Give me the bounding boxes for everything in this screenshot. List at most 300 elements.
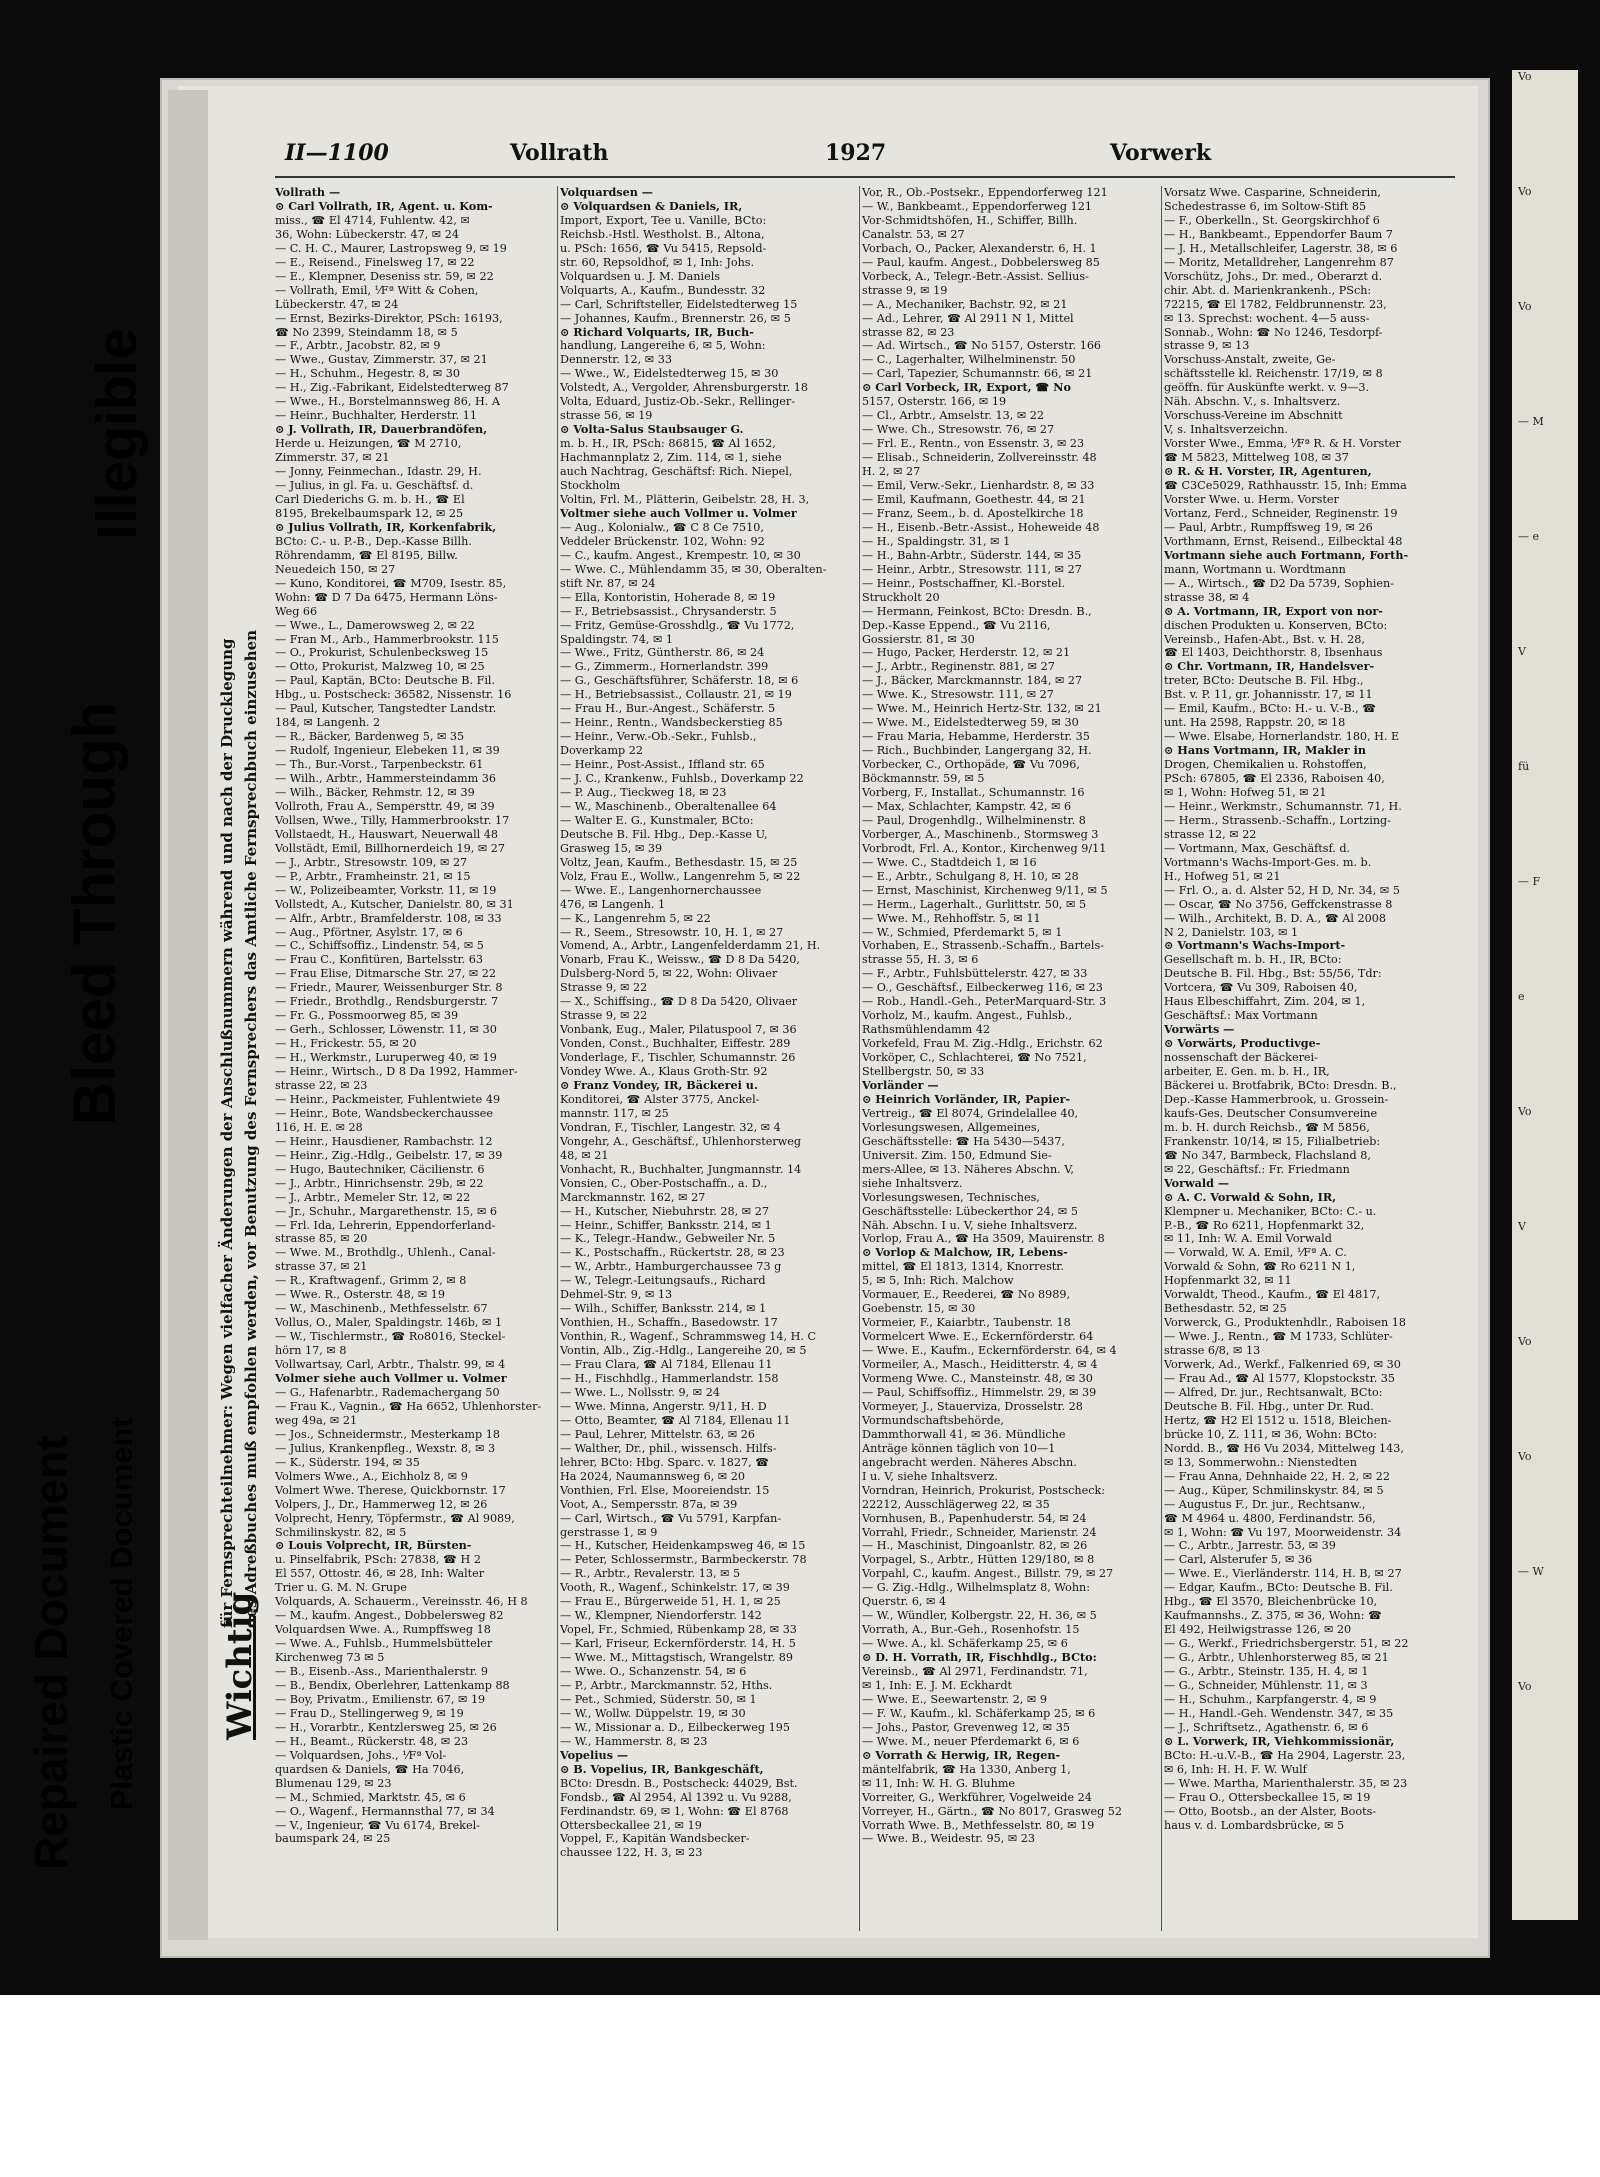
directory-entry-line: baumspark 24, ✉ 25: [275, 1832, 391, 1846]
directory-entry-line: Ottersbeckallee 21, ✉ 19: [560, 1818, 702, 1832]
directory-entry-line: — Otto, Prokurist, Malzweg 10, ✉ 25: [275, 660, 485, 674]
directory-entry-line: ✉ 11, Inh: W. A. Emil Vorwald: [1164, 1232, 1332, 1246]
directory-entry-line: — Wwe., W., Eidelstedterweg 15, ✉ 30: [560, 367, 779, 381]
directory-entry-line: Geschäftsf.: Max Vortmann: [1164, 1009, 1318, 1023]
directory-entry-line: strasse 6/8, ✉ 13: [1164, 1344, 1261, 1358]
directory-entry-line: — H., Schuhm., Hegestr. 8, ✉ 30: [275, 367, 461, 381]
directory-entry-line: — Wwe. M., Rehhoffstr. 5, ✉ 11: [862, 911, 1041, 925]
directory-entry-line: Vormeier, F., Kaiarbtr., Taubenstr. 18: [862, 1316, 1071, 1330]
directory-entry-line: — Alfr., Arbtr., Bramfelderstr. 108, ✉ 33: [275, 911, 502, 925]
directory-column-3: [862, 186, 1158, 1931]
directory-entry-line: — Pet., Schmied, Süderstr. 50, ✉ 1: [560, 1692, 757, 1706]
directory-entry-line: — G., Geschäftsführer, Schäferstr. 18, ✉ 6: [560, 674, 799, 688]
directory-entry-line: Schmilinskystr. 82, ✉ 5: [275, 1525, 407, 1539]
directory-entry-line: — H., Maschinist, Dingoanlstr. 82, ✉ 26: [862, 1539, 1088, 1553]
directory-entry-line: — Vollrath, Emil, ⅟Fª Witt & Cohen,: [275, 283, 479, 297]
adjacent-page-fragment: V: [1518, 645, 1526, 658]
directory-entry-line: ⊙ Vorlop & Malchow, IR, Lebens-: [862, 1246, 1068, 1260]
directory-entry-line: — Julius, in gl. Fa. u. Geschäftsf. d.: [275, 479, 474, 493]
directory-entry-line: — Rob., Handl.-Geh., PeterMarquard-Str. 3: [862, 995, 1107, 1009]
directory-entry-line: Konditorei, ☎ Alster 3775, Anckel-: [560, 1092, 760, 1106]
directory-entry-line: 184, ✉ Langenh. 2: [275, 716, 381, 730]
directory-entry-line: — Wwe. E., Kaufm., Eckernförderstr. 64, ✉ 4: [862, 1344, 1117, 1358]
adjacent-page-fragment: fü: [1518, 760, 1530, 773]
directory-entry-line: ✉ 11, Inh: W. H. G. Bluhme: [862, 1776, 1016, 1790]
directory-entry-line: Dep.-Kasse Eppend., ☎ Vu 2116,: [862, 618, 1051, 632]
directory-entry-line: — Wwe. Ch., Stresowstr. 76, ✉ 27: [862, 423, 1055, 437]
binding-edge: [168, 90, 208, 1940]
directory-entry-line: — Walter E. G., Kunstmaler, BCto:: [560, 813, 754, 827]
column-divider: [1161, 186, 1162, 1931]
directory-entry-line: Stellbergstr. 50, ✉ 33: [862, 1065, 985, 1079]
directory-entry-line: — H., Zig.-Fabrikant, Eidelstedterweg 87: [275, 381, 509, 395]
directory-entry-line: — P., Arbtr., Framheinstr. 21, ✉ 15: [275, 869, 471, 883]
directory-entry-line: — H., Eisenb.-Betr.-Assist., Hoheweide 48: [862, 520, 1100, 534]
directory-entry-line: — Paul, Kaptän, BCto: Deutsche B. Fil.: [275, 674, 496, 688]
directory-entry-line: — Frau Ad., ☎ Al 1577, Klopstockstr. 35: [1164, 1372, 1396, 1386]
directory-entry-line: m. b. H., IR, PSch: 86815, ☎ Al 1652,: [560, 437, 776, 451]
directory-entry-line: — Wwe. M., Eidelstedterweg 59, ✉ 30: [862, 716, 1079, 730]
directory-entry-line: lehrer, BCto: Hbg. Sparc. v. 1827, ☎: [560, 1455, 770, 1469]
directory-entry-line: Vonthien, H., Schaffn., Basedowstr. 17: [560, 1316, 778, 1330]
directory-entry-line: — W., Maschinenb., Methfesselstr. 67: [275, 1302, 488, 1316]
directory-entry-line: — B., Eisenb.-Ass., Marienthalerstr. 9: [275, 1665, 489, 1679]
directory-entry-line: siehe Inhaltsverz.: [862, 1176, 963, 1190]
directory-entry-line: — Wwe. M., Mittagstisch, Wrangelstr. 89: [560, 1651, 793, 1665]
directory-entry-line: N 2, Danielstr. 103, ✉ 1: [1164, 925, 1299, 939]
directory-entry-line: — Rudolf, Ingenieur, Elebeken 11, ✉ 39: [275, 744, 500, 758]
directory-entry-line: Carl Diederichs G. m. b. H., ☎ El: [275, 492, 465, 506]
directory-entry-line: — Fritz, Gemüse-Grosshdlg., ☎ Vu 1772,: [560, 618, 795, 632]
directory-entry-line: schäftsstelle kl. Reichenstr. 17/19, ✉ 8: [1164, 367, 1383, 381]
directory-entry-line: Goebenstr. 15, ✉ 30: [862, 1302, 976, 1316]
directory-entry-line: — G., Arbtr., Uhlenhorsterweg 85, ✉ 21: [1164, 1651, 1389, 1665]
directory-entry-line: — Wilh., Architekt, B. D. A., ☎ Al 2008: [1164, 911, 1386, 925]
directory-entry-line: — G., Hafenarbtr., Rademachergang 50: [275, 1385, 500, 1399]
directory-entry-line: mittel, ☎ El 1813, 1314, Knorrestr.: [862, 1260, 1064, 1274]
directory-entry-line: — C., Lagerhalter, Wilhelminenstr. 50: [862, 353, 1076, 367]
directory-entry-line: — Emil, Verw.-Sekr., Lienhardstr. 8, ✉ 33: [862, 479, 1095, 493]
directory-entry-line: 116, H. E. ✉ 28: [275, 1120, 363, 1134]
directory-entry-line: — Frl. E., Rentn., von Essenstr. 3, ✉ 23: [862, 437, 1085, 451]
directory-entry-line: Vorschuss-Vereine im Abschnitt: [1164, 409, 1343, 423]
directory-entry-line: Vormelcert Wwe. E., Eckernförderstr. 64: [862, 1330, 1094, 1344]
directory-entry-line: — H., Schuhm., Karpfangerstr. 4, ✉ 9: [1164, 1692, 1377, 1706]
directory-entry-line: nossenschaft der Bäckerei-: [1164, 1051, 1318, 1065]
directory-entry-line: — Frau Clara, ☎ Al 7184, Ellenau 11: [560, 1358, 773, 1372]
directory-entry-line: Schedestrasse 6, im Soltow-Stift 85: [1164, 199, 1367, 213]
directory-entry-line: Sonnab., Wohn: ☎ No 1246, Tesdorpf-: [1164, 325, 1383, 339]
directory-entry-line: — K., Telegr.-Handw., Gebweiler Nr. 5: [560, 1232, 776, 1246]
directory-entry-line: — M., kaufm. Angest., Dobbelersweg 82: [275, 1609, 504, 1623]
directory-entry-line: ⊙ J. Vollrath, IR, Dauerbrandöfen,: [275, 423, 488, 437]
directory-entry-line: — J., Arbtr., Memeler Str. 12, ✉ 22: [275, 1190, 471, 1204]
directory-entry-line: — G., Arbtr., Steinstr. 135, H. 4, ✉ 1: [1164, 1665, 1369, 1679]
directory-entry-line: H., Hofweg 51, ✉ 21: [1164, 869, 1281, 883]
directory-entry-line: Vonbank, Eug., Maler, Pilatuspool 7, ✉ 36: [560, 1023, 797, 1037]
directory-entry-line: Anträge können täglich von 10—1: [862, 1441, 1056, 1455]
directory-entry-line: Vortmann siehe auch Fortmann, Forth-: [1164, 548, 1409, 562]
directory-entry-line: — G. Zig.-Hdlg., Wilhelmsplatz 8, Wohn:: [862, 1581, 1091, 1595]
directory-entry-line: El 557, Ottostr. 46, ✉ 28, Inh: Walter: [275, 1567, 485, 1581]
directory-entry-line: Vornhusen, B., Papenhuderstr. 54, ✉ 24: [862, 1511, 1087, 1525]
directory-entry-line: Vomend, A., Arbtr., Langenfelderdamm 21, H.: [560, 939, 821, 953]
directory-entry-line: Volquardsen —: [560, 186, 653, 199]
directory-entry-line: strasse 22, ✉ 23: [275, 1079, 368, 1092]
column-divider: [557, 186, 558, 1931]
directory-entry-line: Vorhaben, E., Strassenb.-Schaffn., Bartels-: [862, 939, 1105, 953]
directory-entry-line: Universit. Zim. 150, Edmund Sie-: [862, 1148, 1052, 1162]
directory-entry-line: Vonthien, Frl. Else, Mooreiendstr. 15: [560, 1483, 770, 1497]
directory-entry-line: Hertz, ☎ H2 El 1512 u. 1518, Bleichen-: [1164, 1413, 1392, 1427]
directory-entry-line: strasse 38, ✉ 4: [1164, 590, 1250, 604]
directory-entry-line: ⊙ Heinrich Vorländer, IR, Papier-: [862, 1092, 1071, 1106]
directory-entry-line: — O., Wagenf., Hermannsthal 77, ✉ 34: [275, 1804, 495, 1818]
directory-entry-line: — Paul, Schiffsoffiz., Himmelstr. 29, ✉ 39: [862, 1385, 1097, 1399]
directory-entry-line: I u. V, siehe Inhaltsverz.: [862, 1469, 998, 1483]
directory-entry-line: Wohn: ☎ D 7 Da 6475, Hermann Löns-: [275, 590, 498, 604]
directory-entry-line: 8195, Brekelbaumspark 12, ✉ 25: [275, 506, 464, 520]
directory-entry-line: chir. Abt. d. Marienkrankenh., PSch:: [1164, 283, 1372, 297]
directory-entry-line: Weg 66: [275, 604, 318, 618]
directory-entry-line: — Heinr., Zig.-Hdlg., Geibelstr. 17, ✉ 39: [275, 1148, 503, 1162]
directory-entry-line: Vorberger, A., Maschinenb., Stormsweg 3: [862, 827, 1099, 841]
directory-entry-line: — H., Handl.-Geh. Wendenstr. 347, ✉ 35: [1164, 1706, 1394, 1720]
directory-entry-line: Gesellschaft m. b. H., IR, BCto:: [1164, 953, 1342, 967]
directory-entry-line: Volquardsen Wwe. A., Rumpffsweg 18: [275, 1623, 491, 1637]
directory-entry-line: — M., Schmied, Marktstr. 45, ✉ 6: [275, 1790, 466, 1804]
directory-entry-line: — W., Hammerstr. 8, ✉ 23: [560, 1734, 708, 1748]
directory-entry-line: — H., Werkmstr., Luruperweg 40, ✉ 19: [275, 1051, 497, 1065]
directory-column-1: [275, 186, 555, 1931]
adjacent-page-fragment: Vo: [1518, 185, 1532, 198]
directory-entry-line: Volz, Frau E., Wollw., Langenrehm 5, ✉ 22: [560, 869, 801, 883]
directory-entry-line: Dep.-Kasse Hammerbrook, u. Grossein-: [1164, 1092, 1389, 1106]
directory-entry-line: — Ernst, Bezirks-Direktor, PSch: 16193,: [275, 311, 503, 325]
directory-entry-line: Voot, A., Sempersstr. 87a, ✉ 39: [560, 1497, 738, 1511]
directory-entry-line: — C., Arbtr., Jarrestr. 53, ✉ 39: [1164, 1539, 1336, 1553]
column-divider: [859, 186, 860, 1931]
directory-entry-line: — J., Arbtr., Reginenstr. 881, ✉ 27: [862, 660, 1055, 674]
directory-entry-line: — Frau Anna, Dehnhaide 22, H. 2, ✉ 22: [1164, 1469, 1390, 1483]
notice-title: Wichtig: [220, 1591, 260, 1740]
directory-entry-line: — C. H. C., Maurer, Lastropsweg 9, ✉ 19: [275, 241, 507, 255]
directory-entry-line: handlung, Langereihe 6, ✉ 5, Wohn:: [560, 339, 766, 353]
directory-entry-line: V, s. Inhaltsverzeichn.: [1164, 423, 1289, 437]
directory-entry-line: — Frau C., Konfitüren, Bartelsstr. 63: [275, 953, 483, 967]
adjacent-page-fragment: Vo: [1518, 1335, 1532, 1348]
directory-entry-line: — Wwe. B., Weidestr. 95, ✉ 23: [862, 1832, 1035, 1846]
directory-entry-line: Dammthorwall 41, ✉ 36. Mündliche: [862, 1427, 1066, 1441]
directory-entry-line: ✉ 13. Sprechst: wochent. 4—5 auss-: [1164, 311, 1370, 325]
directory-entry-line: Vopelius —: [560, 1748, 629, 1762]
directory-entry-line: — Wwe. K., Stresowstr. 111, ✉ 27: [862, 688, 1054, 702]
directory-entry-line: Vonthin, R., Wagenf., Schrammsweg 14, H. C: [560, 1330, 817, 1344]
adjacent-page-fragment: Vo: [1518, 1680, 1532, 1693]
directory-entry-line: Vormauer, E., Reederei, ☎ No 8989,: [862, 1288, 1071, 1302]
directory-entry-line: Vondey Wwe. A., Klaus Groth-Str. 92: [560, 1065, 768, 1079]
directory-entry-line: Vorkefeld, Frau M. Zig.-Hdlg., Erichstr. 62: [862, 1037, 1103, 1051]
directory-entry-line: Vereinsb., ☎ Al 2971, Ferdinandstr. 71,: [862, 1665, 1088, 1679]
directory-entry-line: u. PSch: 1656, ☎ Vu 5415, Repsold-: [560, 241, 767, 255]
directory-entry-line: El 492, Heilwigstrasse 126, ✉ 20: [1164, 1623, 1352, 1637]
directory-entry-line: — Franz, Seem., b. d. Apostelkirche 18: [862, 506, 1084, 520]
directory-entry-line: — Frau O., Ottersbeckallee 15, ✉ 19: [1164, 1790, 1371, 1804]
directory-entry-line: mäntelfabrik, ☎ Ha 1330, Anberg 1,: [862, 1762, 1071, 1776]
directory-entry-line: Hachmannplatz 2, Zim. 114, ✉ 1, siehe: [560, 451, 782, 465]
directory-entry-line: Vonarb, Frau K., Weissw., ☎ D 8 Da 5420,: [560, 953, 800, 967]
adjacent-page-fragment: — W: [1518, 1565, 1544, 1578]
directory-entry-line: Vongehr, A., Geschäftsf., Uhlenhorsterweg: [560, 1134, 802, 1148]
directory-entry-line: Vor, R., Ob.-Postsekr., Eppendorferweg 121: [862, 186, 1108, 199]
directory-entry-line: Vorrahl, Friedr., Schneider, Marienstr. 24: [862, 1525, 1097, 1539]
directory-entry-line: strasse 55, H. 3, ✉ 6: [862, 953, 979, 967]
directory-entry-line: — Ella, Kontoristin, Hoherade 8, ✉ 19: [560, 590, 776, 604]
plastic-covered-label: Plastic Covered Document: [104, 1417, 139, 1810]
directory-entry-line: — Gerh., Schlosser, Löwenstr. 11, ✉ 30: [275, 1023, 497, 1037]
directory-entry-line: Stockholm: [560, 479, 621, 493]
directory-entry-line: haus v. d. Lombardsbrücke, ✉ 5: [1164, 1818, 1345, 1832]
directory-entry-line: Volprecht, Henry, Töpfermstr., ☎ Al 9089,: [275, 1511, 515, 1525]
directory-entry-line: Geschäftsstelle: ☎ Ha 5430—5437,: [862, 1134, 1065, 1148]
directory-entry-line: — H., Betriebsassist., Collaustr. 21, ✉ 19: [560, 688, 792, 702]
directory-entry-line: — Ernst, Maschinist, Kirchenweg 9/11, ✉ 5: [862, 883, 1108, 897]
header-last-entry: Vorwerk: [1110, 140, 1212, 166]
directory-entry-line: — E., Klempner, Deseniss str. 59, ✉ 22: [275, 269, 494, 283]
directory-entry-line: Kirchenweg 73 ✉ 5: [275, 1651, 385, 1665]
directory-entry-line: — C., kaufm. Angest., Krempestr. 10, ✉ 30: [560, 548, 801, 562]
directory-entry-line: — G., Schneider, Mühlenstr. 11, ✉ 3: [1164, 1678, 1368, 1692]
directory-entry-line: ✉ 1, Inh: E. J. M. Eckhardt: [862, 1678, 1012, 1692]
directory-entry-line: ✉ 22, Geschäftsf.: Fr. Friedmann: [1164, 1162, 1350, 1176]
directory-entry-line: Vormeiler, A., Masch., Heiditterstr. 4, ✉ 4: [862, 1358, 1098, 1372]
directory-entry-line: Grasweg 15, ✉ 39: [560, 841, 663, 855]
directory-entry-line: — Wwe. C., Stadtdeich 1, ✉ 16: [862, 855, 1037, 869]
directory-entry-line: Vorreiter, G., Werkführer, Vogelweide 24: [862, 1790, 1092, 1804]
directory-entry-line: Vorbach, O., Packer, Alexanderstr. 6, H. 1: [862, 241, 1097, 255]
directory-entry-line: — Heinr., Rentn., Wandsbeckerstieg 85: [560, 716, 783, 730]
directory-entry-line: ⊙ Vortmann's Wachs-Import-: [1164, 939, 1346, 953]
directory-entry-line: — Johannes, Kaufm., Brennerstr. 26, ✉ 5: [560, 311, 791, 325]
directory-entry-line: — Carl, Tapezier, Schumannstr. 66, ✉ 21: [862, 367, 1093, 381]
directory-entry-line: ✉ 13, Sommerwohn.: Nienstedten: [1164, 1455, 1358, 1469]
directory-entry-line: Import, Export, Tee u. Vanille, BCto:: [560, 213, 767, 227]
directory-entry-line: — Johs., Pastor, Grevenweg 12, ✉ 35: [862, 1720, 1070, 1734]
illegible-label: Illegible: [85, 327, 149, 540]
directory-entry-line: Vollrath —: [275, 186, 341, 199]
directory-entry-line: ⊙ Hans Vortmann, IR, Makler in: [1164, 744, 1366, 758]
directory-entry-line: — W., Tischlermstr., ☎ Ro8016, Steckel-: [275, 1330, 506, 1344]
directory-entry-line: Vorschuss-Anstalt, zweite, Ge-: [1164, 353, 1336, 367]
directory-entry-line: — Vortmann, Max, Geschäftsf. d.: [1164, 841, 1351, 855]
directory-entry-line: — A., Wirtsch., ☎ D2 Da 5739, Sophien-: [1164, 576, 1394, 590]
notice-line-1: für Fernsprechteilnehmer: Wegen vielfacher Änderungen der Anschlußnummern während und nach der Drucklegung: [218, 638, 236, 1628]
directory-entry-line: — H., Fischhdlg., Hammerlandstr. 158: [560, 1372, 779, 1386]
adjacent-page-fragment: Vo: [1518, 1105, 1532, 1118]
directory-entry-line: brücke 10, Z. 111, ✉ 36, Wohn: BCto:: [1164, 1427, 1377, 1441]
directory-entry-line: ⊙ Vorwärts, Productivge-: [1164, 1037, 1321, 1051]
directory-entry-line: — Walther, Dr., phil., wissensch. Hilfs-: [560, 1441, 777, 1455]
directory-entry-line: auch Nachtrag, Geschäftsf: Rich. Niepel,: [560, 465, 793, 479]
header-rule: [275, 176, 1455, 178]
directory-entry-line: Rathsmühlendamm 42: [862, 1023, 991, 1037]
directory-entry-line: — O., Prokurist, Schulenbecksweg 15: [275, 646, 489, 660]
directory-entry-line: — Friedr., Maurer, Weissenburger Str. 8: [275, 981, 503, 995]
directory-entry-line: 476, ✉ Langenh. 1: [560, 897, 666, 911]
directory-entry-line: — Otto, Bootsb., an der Alster, Boots-: [1164, 1804, 1377, 1818]
directory-entry-line: ⊙ Carl Vollrath, IR, Agent. u. Kom-: [275, 199, 493, 213]
directory-entry-line: — Wwe., L., Damerowsweg 2, ✉ 22: [275, 618, 475, 632]
directory-entry-line: Vorbeck, A., Telegr.-Betr.-Assist. Sellius-: [862, 269, 1089, 283]
directory-entry-line: — J. C., Krankenw., Fuhlsb., Doverkamp 22: [560, 772, 804, 786]
directory-column-2: [560, 186, 856, 1931]
directory-entry-line: Dennerstr. 12, ✉ 33: [560, 353, 672, 367]
directory-entry-line: — J., Bäcker, Marckmannstr. 184, ✉ 27: [862, 674, 1083, 688]
directory-entry-line: Vorrath Wwe. B., Methfesselstr. 80, ✉ 19: [862, 1818, 1095, 1832]
directory-entry-line: — C., Schiffsoffiz., Lindenstr. 54, ✉ 5: [275, 939, 484, 953]
directory-entry-line: PSch: 67805, ☎ El 2336, Raboisen 40,: [1164, 772, 1385, 786]
directory-entry-line: Näh. Abschn. I u. V, siehe Inhaltsverz.: [862, 1218, 1078, 1232]
directory-entry-line: — E., Reisend., Finelsweg 17, ✉ 22: [275, 255, 475, 269]
directory-entry-line: — Jonny, Feinmechan., Idastr. 29, H.: [275, 465, 482, 479]
directory-entry-line: Volquardsen u. J. M. Daniels: [560, 269, 721, 283]
directory-entry-line: — Herm., Strassenb.-Schaffn., Lortzing-: [1164, 813, 1391, 827]
directory-entry-line: — R., Seem., Stresowstr. 10, H. 1, ✉ 27: [560, 925, 784, 939]
vertical-notice: [212, 340, 270, 1740]
directory-entry-line: H. 2, ✉ 27: [862, 465, 921, 479]
directory-entry-line: — Wwe. E., Seewartenstr. 2, ✉ 9: [862, 1692, 1047, 1706]
directory-entry-line: — Th., Bur.-Vorst., Tarpenbeckstr. 61: [275, 758, 484, 772]
directory-entry-line: — F., Arbtr., Jacobstr. 82, ✉ 9: [275, 339, 441, 353]
directory-entry-line: Deutsche B. Fil. Hbg., Dep.-Kasse U,: [560, 827, 768, 841]
directory-entry-line: — Julius, Krankenpfleg., Wexstr. 8, ✉ 3: [275, 1441, 496, 1455]
directory-entry-line: Vonderlage, F., Tischler, Schumannstr. 26: [560, 1051, 796, 1065]
directory-entry-line: Zimmerstr. 37, ✉ 21: [275, 451, 390, 465]
directory-entry-line: Volquarts, A., Kaufm., Bundesstr. 32: [560, 283, 766, 297]
directory-entry-line: — H., Kutscher, Heidenkampsweg 46, ✉ 15: [560, 1539, 806, 1553]
directory-entry-line: Vorster Wwe. u. Herm. Vorster: [1164, 492, 1339, 506]
directory-entry-line: Vorwald —: [1164, 1176, 1230, 1190]
directory-entry-line: stift Nr. 87, ✉ 24: [560, 576, 656, 590]
directory-entry-line: Vorlop, Frau A., ☎ Ha 3509, Mauirenstr. 8: [862, 1232, 1105, 1246]
directory-entry-line: Voltmer siehe auch Vollmer u. Volmer: [560, 506, 797, 520]
directory-entry-line: Vonden, Const., Buchhalter, Eiffestr. 289: [560, 1037, 791, 1051]
directory-entry-line: Vormeyer, J., Stauerviza, Drosselstr. 28: [862, 1399, 1083, 1413]
directory-entry-line: — Paul, kaufm. Angest., Dobbelersweg 85: [862, 255, 1100, 269]
directory-entry-line: BCto: Dresdn. B., Postscheck: 44029, Bst.: [560, 1776, 798, 1790]
directory-entry-line: — Emil, Kaufm., BCto: H.- u. V.-B., ☎: [1164, 702, 1377, 716]
directory-entry-line: strasse 12, ✉ 22: [1164, 827, 1257, 841]
directory-entry-line: ⊙ Richard Volquarts, IR, Buch-: [560, 325, 754, 339]
directory-entry-line: — W., Missionar a. D., Eilbeckerweg 195: [560, 1720, 790, 1734]
directory-entry-line: — Heinr., Arbtr., Stresowstr. 111, ✉ 27: [862, 562, 1082, 576]
directory-entry-line: — W., Maschinenb., Oberaltenallee 64: [560, 799, 777, 813]
directory-entry-line: — Heinr., Werkmstr., Schumannstr. 71, H.: [1164, 799, 1402, 813]
directory-entry-line: weg 49a, ✉ 21: [275, 1413, 358, 1427]
directory-entry-line: — H., Bahn-Arbtr., Süderstr. 144, ✉ 35: [862, 548, 1082, 562]
directory-entry-line: — Paul, Kutscher, Tangstedter Landstr.: [275, 702, 497, 716]
directory-entry-line: — Paul, Arbtr., Rumpffsweg 19, ✉ 26: [1164, 520, 1373, 534]
directory-entry-line: Vorrath, A., Bur.-Geh., Rosenhofstr. 15: [862, 1623, 1080, 1637]
directory-entry-line: — W., Klempner, Niendorferstr. 142: [560, 1609, 762, 1623]
directory-entry-line: — Heinr., Verw.-Ob.-Sekr., Fuhlsb.,: [560, 730, 757, 744]
directory-entry-line: Vondran, F., Tischler, Langestr. 32, ✉ 4: [560, 1120, 781, 1134]
directory-entry-line: 48, ✉ 21: [560, 1148, 609, 1162]
directory-entry-line: Vertreig., ☎ El 8074, Grindelallee 40,: [862, 1106, 1079, 1120]
directory-entry-line: BCto: H.-u.V.-B., ☎ Ha 2904, Lagerstr. 23,: [1164, 1748, 1406, 1762]
directory-entry-line: — Otto, Beamter, ☎ Al 7184, Ellenau 11: [560, 1413, 791, 1427]
directory-entry-line: Hbg., u. Postscheck: 36582, Nissenstr. 16: [275, 688, 512, 702]
directory-entry-line: gerstrasse 1, ✉ 9: [560, 1525, 658, 1539]
directory-entry-line: m. b. H. durch Reichsb., ☎ M 5856,: [1164, 1120, 1370, 1134]
adjacent-page-fragment: V: [1518, 1220, 1526, 1233]
directory-entry-line: — Ad. Wirtsch., ☎ No 5157, Osterstr. 166: [862, 339, 1102, 353]
directory-entry-line: u. Pinselfabrik, PSch: 27838, ☎ H 2: [275, 1553, 481, 1567]
directory-entry-line: Vorlesungswesen, Allgemeines,: [862, 1120, 1041, 1134]
directory-entry-line: Volpers, J., Dr., Hammerweg 12, ✉ 26: [275, 1497, 488, 1511]
directory-entry-line: — Wwe. J., Rentn., ☎ M 1733, Schlüter-: [1164, 1330, 1393, 1344]
directory-entry-line: Lübeckerstr. 47, ✉ 24: [275, 297, 399, 311]
directory-entry-line: Näh. Abschn. V., s. Inhaltsverz.: [1164, 395, 1341, 409]
directory-entry-line: Neuedeich 150, ✉ 27: [275, 562, 396, 576]
directory-entry-line: — Peter, Schlossermstr., Barmbeckerstr. 78: [560, 1553, 807, 1567]
directory-entry-line: — W., Wündler, Kolbergstr. 22, H. 36, ✉ 5: [862, 1609, 1097, 1623]
directory-entry-line: Vorbrodt, Frl. A., Kontor., Kirchenweg 9/11: [862, 841, 1107, 855]
directory-entry-line: — Fr. G., Possmoorweg 85, ✉ 39: [275, 1009, 459, 1023]
directory-entry-line: Vopel, Fr., Schmied, Rübenkamp 28, ✉ 33: [560, 1623, 797, 1637]
directory-entry-line: strasse 82, ✉ 23: [862, 325, 955, 339]
directory-entry-line: — Edgar, Kaufm., BCto: Deutsche B. Fil.: [1164, 1581, 1393, 1595]
directory-entry-line: — G., Werkf., Friedrichsbergerstr. 51, ✉ 22: [1164, 1637, 1409, 1651]
directory-entry-line: ✉ 6, Inh: H. H. F. W. Wulf: [1164, 1762, 1307, 1776]
directory-entry-line: Volmers Wwe., A., Eichholz 8, ✉ 9: [275, 1469, 468, 1483]
directory-entry-line: — Carl, Schriftsteller, Eidelstedterweg 15: [560, 297, 798, 311]
directory-entry-line: — Augustus F., Dr. jur., Rechtsanw.,: [1164, 1497, 1366, 1511]
directory-entry-line: Vonhacht, R., Buchhalter, Jungmannstr. 14: [560, 1162, 802, 1176]
directory-entry-line: — R., Arbtr., Revalerstr. 13, ✉ 5: [560, 1567, 741, 1581]
directory-entry-line: ✉ 1, Wohn: Hofweg 51, ✉ 21: [1164, 785, 1327, 799]
directory-entry-line: — Wwe. L., Nollsstr. 9, ✉ 24: [560, 1385, 720, 1399]
adjacent-page-fragment: — F: [1518, 875, 1541, 888]
directory-entry-line: Drogen, Chemikalien u. Rohstoffen,: [1164, 758, 1367, 772]
directory-entry-line: Gossierstr. 81, ✉ 30: [862, 632, 975, 646]
directory-entry-line: ⊙ A. Vortmann, IR, Export von nor-: [1164, 604, 1383, 618]
directory-entry-line: ☎ El 1403, Deichthorstr. 8, Ibsenhaus: [1164, 646, 1383, 660]
directory-entry-line: Volta, Eduard, Justiz-Ob.-Sekr., Rellinger-: [560, 395, 796, 409]
directory-entry-line: Vortmann's Wachs-Import-Ges. m. b.: [1164, 855, 1372, 869]
directory-entry-line: — Wwe. A., kl. Schäferkamp 25, ✉ 6: [862, 1637, 1068, 1651]
directory-entry-line: Trier u. G. M. N. Grupe: [275, 1581, 407, 1595]
directory-entry-line: — Frau Maria, Hebamme, Herderstr. 35: [862, 730, 1090, 744]
directory-entry-line: — P., Arbtr., Marckmannstr. 52, Hths.: [560, 1678, 773, 1692]
directory-entry-line: ⊙ Julius Vollrath, IR, Korkenfabrik,: [275, 520, 497, 534]
directory-entry-line: — Hermann, Feinkost, BCto: Dresdn. B.,: [862, 604, 1092, 618]
directory-entry-line: Geschäftsstelle: Lübeckerthor 24, ✉ 5: [862, 1204, 1078, 1218]
directory-entry-line: Voltz, Jean, Kaufm., Bethesdastr. 15, ✉ 25: [560, 855, 798, 869]
directory-entry-line: Vorwärts —: [1164, 1023, 1235, 1037]
directory-entry-line: Vorthmann, Ernst, Reisend., Eilbecktal 48: [1164, 534, 1403, 548]
adjacent-page-edge: [1512, 70, 1578, 1920]
directory-entry-line: ☎ No 2399, Steindamm 18, ✉ 5: [275, 325, 458, 339]
directory-entry-line: ⊙ D. H. Vorrath, IR, Fischhdlg., BCto:: [862, 1651, 1097, 1665]
directory-entry-line: — H., Vorarbtr., Kentzlersweg 25, ✉ 26: [275, 1720, 497, 1734]
directory-entry-line: str. 60, Repsoldhof, ✉ 1, Inh: Johs.: [560, 255, 755, 269]
directory-entry-line: — W., Bankbeamt., Eppendorferweg 121: [862, 199, 1092, 213]
directory-entry-line: — Wwe. M., Brothdlg., Uhlenh., Canal-: [275, 1246, 496, 1260]
directory-entry-line: — Aug., Pförtner, Asylstr. 17, ✉ 6: [275, 925, 463, 939]
directory-entry-line: — Hugo, Packer, Herderstr. 12, ✉ 21: [862, 646, 1071, 660]
directory-entry-line: Ferdinandstr. 69, ✉ 1, Wohn: ☎ El 8768: [560, 1804, 789, 1818]
